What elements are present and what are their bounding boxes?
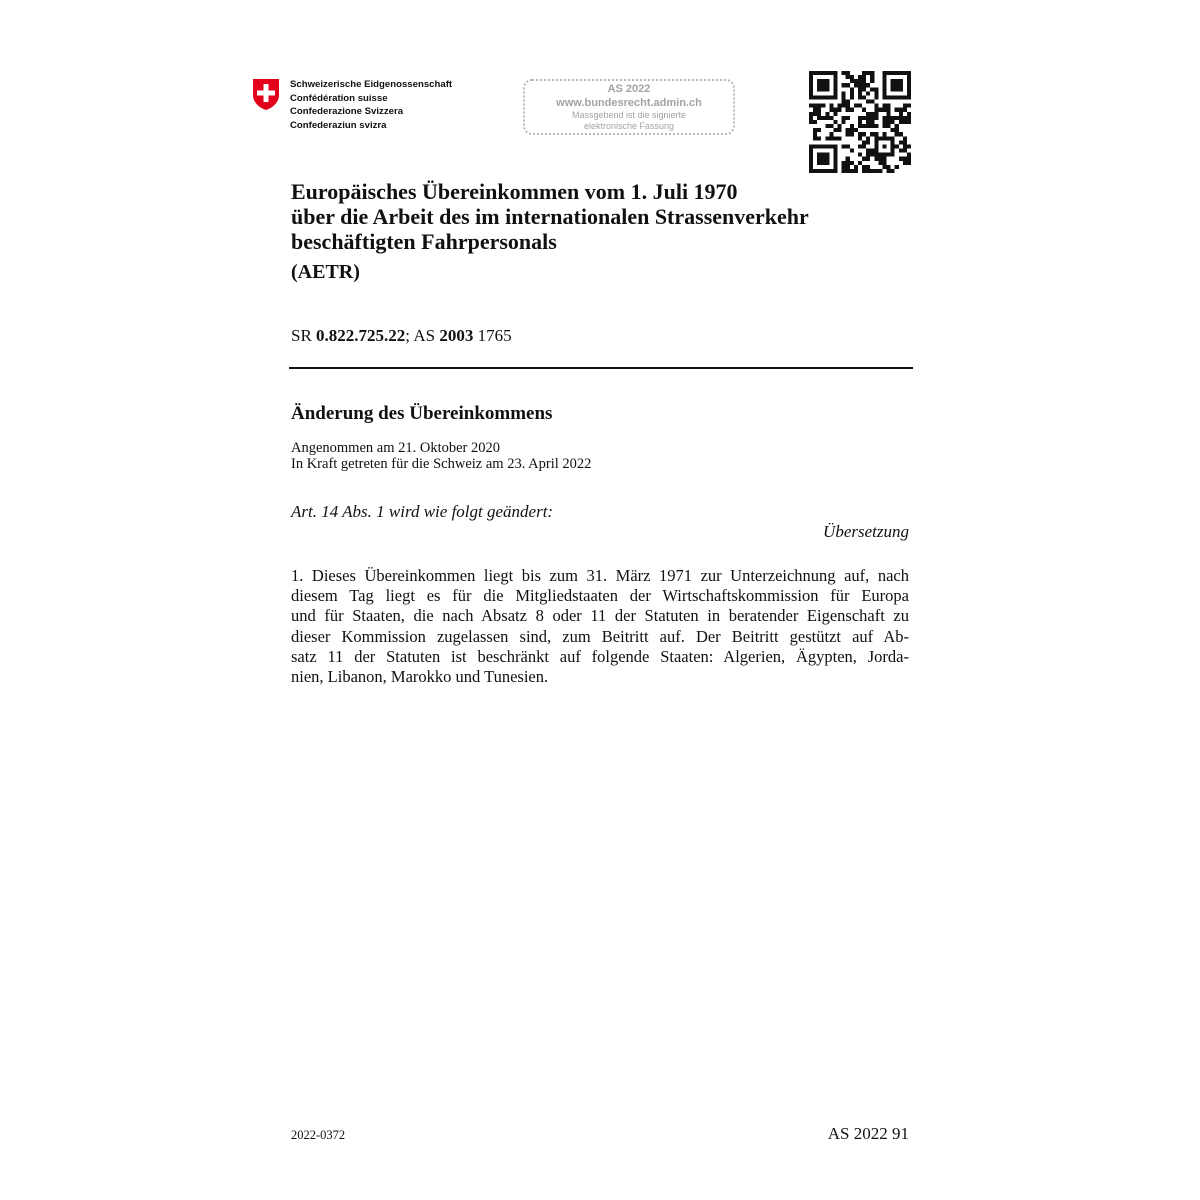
- page-reference: AS 2022 91: [827, 1124, 909, 1143]
- paragraph-line: diesem Tag liegt es für die Mitgliedstaaten der Wirtschaftskommission für Europa: [291, 586, 909, 606]
- title-line-2: über die Arbeit des im internationalen Strassenverkehr: [291, 204, 809, 229]
- swiss-cross-icon: [252, 78, 280, 111]
- horizontal-rule: [289, 367, 913, 369]
- federation-names: [290, 78, 452, 132]
- as-year: 2003: [439, 326, 474, 345]
- federation-name-de: Schweizerische Eidgenossenschaft: [290, 79, 453, 90]
- in-force-date: In Kraft getreten für die Schweiz am 23. April 2022: [291, 456, 592, 472]
- paragraph-line: satz 11 der Statuten ist beschränkt auf folgende Staaten: Algerien, Ägypten, Jorda-: [291, 646, 909, 666]
- adoption-dates: [291, 440, 591, 472]
- reference-line: [291, 326, 512, 346]
- article-paragraph: [291, 566, 909, 687]
- stamp-line-1: AS 2022: [607, 83, 651, 95]
- document-number: 2022-0372: [291, 1128, 346, 1142]
- sr-prefix: SR: [291, 326, 317, 345]
- as-page: 1765: [473, 326, 512, 345]
- amendment-note: Art. 14 Abs. 1 wird wie folgt geändert:: [291, 502, 554, 521]
- paragraph-line: und für Staaten, die nach Absatz 8 oder 11 der Statuten in beratender Eigenschaft zu: [291, 606, 909, 626]
- stamp-line-3: Massgebend ist die signierte: [571, 110, 687, 120]
- title-line-3: beschäftigten Fahrpersonals: [291, 229, 557, 254]
- document-title: [291, 179, 931, 254]
- official-publication-stamp: [523, 79, 735, 135]
- translation-note: Übersetzung: [823, 522, 909, 541]
- adopted-date: Angenommen am 21. Oktober 2020: [291, 440, 501, 456]
- federation-name-it: Confederazione Svizzera: [290, 106, 404, 117]
- paragraph-line: nien, Libanon, Marokko und Tunesien.: [291, 667, 549, 687]
- title-abbreviation: (AETR): [291, 261, 360, 283]
- federation-name-rm: Confederaziun svizra: [290, 119, 387, 131]
- qr-code-icon: [809, 71, 911, 173]
- sr-number: 0.822.725.22: [316, 326, 406, 345]
- paragraph-line: 1. Dieses Übereinkommen liegt bis zum 31. März 1971 zur Unterzeichnung auf, nach: [291, 566, 909, 585]
- title-line-1: Europäisches Übereinkommen vom 1. Juli 1970: [291, 179, 738, 204]
- as-separator: ; AS: [405, 326, 440, 345]
- stamp-line-2: www.bundesrecht.admin.ch: [556, 97, 702, 109]
- stamp-line-4: elektronische Fassung: [583, 121, 675, 131]
- paragraph-line: dieser Kommission zugelassen sind, zum Beitritt auf. Der Beitritt gestützt auf Ab-: [291, 626, 909, 646]
- section-heading: Änderung des Übereinkommens: [291, 403, 553, 424]
- federation-name-fr: Confédération suisse: [290, 92, 388, 104]
